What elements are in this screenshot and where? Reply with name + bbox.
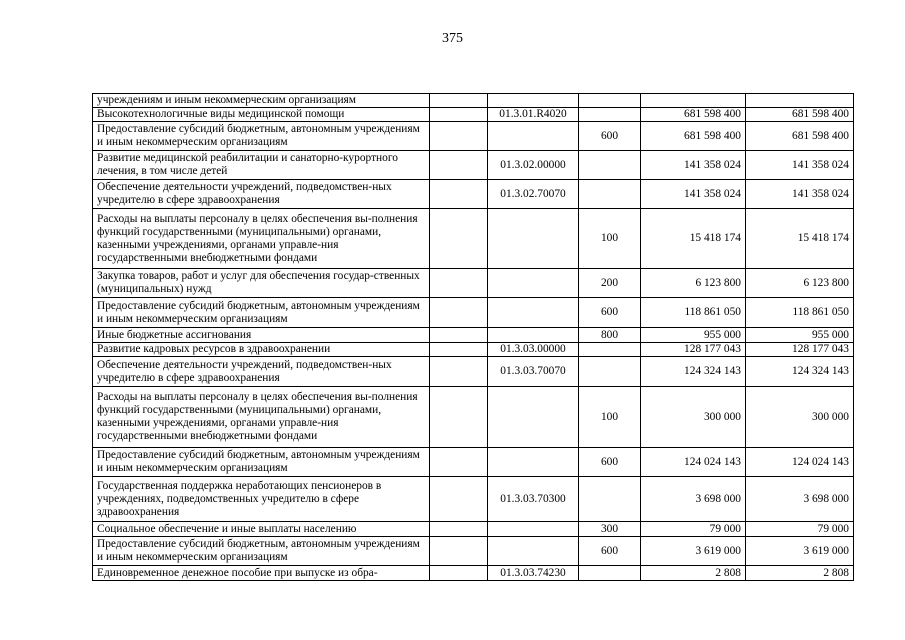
- row-name-cell: Развитие кадровых ресурсов в здравоохранении: [93, 343, 430, 357]
- row-code-cell: 01.3.03.70300: [488, 477, 579, 522]
- row-cost-type-cell: 800: [579, 328, 641, 343]
- row-name-cell: Единовременное денежное пособие при выпуске из обра-: [93, 566, 430, 581]
- row-cost-type-cell: [579, 151, 641, 180]
- row-cost-type-cell: 600: [579, 122, 641, 151]
- row-empty-cell: [430, 108, 488, 122]
- row-amount-1-cell: 124 324 143: [641, 357, 746, 387]
- row-amount-1-cell: [641, 94, 746, 108]
- row-name-cell: Обеспечение деятельности учреждений, подведомствен-ных учредителю в сфере здравоохранения: [93, 357, 430, 387]
- table-row: [93, 566, 854, 581]
- row-code-cell: [488, 522, 579, 537]
- row-empty-cell: [430, 151, 488, 180]
- row-cost-type-cell: [579, 180, 641, 209]
- row-empty-cell: [430, 343, 488, 357]
- row-amount-2-cell: 15 418 174: [746, 209, 854, 269]
- table-row: [93, 209, 854, 269]
- row-code-cell: 01.3.03.00000: [488, 343, 579, 357]
- row-amount-1-cell: 15 418 174: [641, 209, 746, 269]
- row-cost-type-cell: [579, 357, 641, 387]
- row-empty-cell: [430, 566, 488, 581]
- row-name-cell: Предоставление субсидий бюджетным, автономным учреждениям и иным некоммерческим организациям: [93, 298, 430, 328]
- row-code-cell: 01.3.02.00000: [488, 151, 579, 180]
- row-empty-cell: [430, 328, 488, 343]
- row-name-cell: Закупка товаров, работ и услуг для обеспечения государ-ственных (муниципальных) нужд: [93, 269, 430, 298]
- table-row: [93, 108, 854, 122]
- row-empty-cell: [430, 94, 488, 108]
- table-row: [93, 298, 854, 328]
- table-row: [93, 269, 854, 298]
- row-amount-1-cell: 141 358 024: [641, 180, 746, 209]
- row-amount-1-cell: 124 024 143: [641, 448, 746, 477]
- budget-table-body: [93, 94, 854, 581]
- row-code-cell: 01.3.01.R4020: [488, 108, 579, 122]
- row-amount-2-cell: 118 861 050: [746, 298, 854, 328]
- row-code-cell: [488, 537, 579, 566]
- table-row: [93, 522, 854, 537]
- table-row: [93, 151, 854, 180]
- row-empty-cell: [430, 298, 488, 328]
- row-amount-1-cell: 300 000: [641, 387, 746, 448]
- row-name-cell: Расходы на выплаты персоналу в целях обеспечения вы-полнения функций государственными (муниципальными) органами, казенными учреждениями, органами управле-ния государственными внебюджетными фондами: [93, 209, 430, 269]
- row-cost-type-cell: [579, 566, 641, 581]
- row-cost-type-cell: 600: [579, 298, 641, 328]
- row-amount-2-cell: 128 177 043: [746, 343, 854, 357]
- row-code-cell: [488, 269, 579, 298]
- row-empty-cell: [430, 448, 488, 477]
- row-code-cell: [488, 209, 579, 269]
- row-amount-2-cell: 6 123 800: [746, 269, 854, 298]
- row-amount-2-cell: 3 698 000: [746, 477, 854, 522]
- row-amount-2-cell: 141 358 024: [746, 180, 854, 209]
- table-row: [93, 387, 854, 448]
- row-cost-type-cell: 300: [579, 522, 641, 537]
- row-amount-1-cell: 118 861 050: [641, 298, 746, 328]
- row-name-cell: учреждениям и иным некоммерческим организациям: [93, 94, 430, 108]
- row-amount-1-cell: 3 698 000: [641, 477, 746, 522]
- table-row: [93, 122, 854, 151]
- row-empty-cell: [430, 387, 488, 448]
- row-name-cell: Предоставление субсидий бюджетным, автономным учреждениям и иным некоммерческим организациям: [93, 448, 430, 477]
- row-code-cell: [488, 122, 579, 151]
- row-amount-2-cell: 79 000: [746, 522, 854, 537]
- row-amount-2-cell: [746, 94, 854, 108]
- table-row: [93, 448, 854, 477]
- row-code-cell: [488, 328, 579, 343]
- row-name-cell: Предоставление субсидий бюджетным, автономным учреждениям и иным некоммерческим организациям: [93, 537, 430, 566]
- row-amount-2-cell: 124 324 143: [746, 357, 854, 387]
- row-cost-type-cell: [579, 343, 641, 357]
- row-cost-type-cell: 200: [579, 269, 641, 298]
- row-empty-cell: [430, 477, 488, 522]
- table-row: [93, 343, 854, 357]
- row-name-cell: Государственная поддержка неработающих пенсионеров в учреждениях, подведомственных учредителю в сфере здравоохранения: [93, 477, 430, 522]
- row-code-cell: 01.3.03.74230: [488, 566, 579, 581]
- row-name-cell: Высокотехнологичные виды медицинской помощи: [93, 108, 430, 122]
- row-code-cell: [488, 94, 579, 108]
- row-amount-1-cell: 3 619 000: [641, 537, 746, 566]
- row-amount-2-cell: 2 808: [746, 566, 854, 581]
- row-cost-type-cell: [579, 477, 641, 522]
- table-row: [93, 357, 854, 387]
- row-code-cell: 01.3.02.70070: [488, 180, 579, 209]
- row-cost-type-cell: 100: [579, 209, 641, 269]
- row-cost-type-cell: 600: [579, 537, 641, 566]
- row-name-cell: Расходы на выплаты персоналу в целях обеспечения вы-полнения функций государственными (муниципальными) органами, казенными учреждениями, органами управле-ния государственными внебюджетными фондами: [93, 387, 430, 448]
- row-amount-1-cell: 681 598 400: [641, 108, 746, 122]
- row-amount-2-cell: 681 598 400: [746, 122, 854, 151]
- table-row: [93, 477, 854, 522]
- table-row: [93, 328, 854, 343]
- row-amount-1-cell: 128 177 043: [641, 343, 746, 357]
- table-row: [93, 180, 854, 209]
- row-amount-1-cell: 955 000: [641, 328, 746, 343]
- row-name-cell: Социальное обеспечение и иные выплаты населению: [93, 522, 430, 537]
- row-amount-1-cell: 6 123 800: [641, 269, 746, 298]
- page-number: 375: [442, 31, 463, 46]
- row-amount-1-cell: 79 000: [641, 522, 746, 537]
- row-empty-cell: [430, 269, 488, 298]
- row-cost-type-cell: 100: [579, 387, 641, 448]
- row-code-cell: [488, 298, 579, 328]
- row-code-cell: [488, 448, 579, 477]
- budget-table: [92, 93, 854, 581]
- row-amount-1-cell: 141 358 024: [641, 151, 746, 180]
- table-row: [93, 537, 854, 566]
- row-empty-cell: [430, 180, 488, 209]
- row-amount-2-cell: 300 000: [746, 387, 854, 448]
- row-amount-1-cell: 2 808: [641, 566, 746, 581]
- row-cost-type-cell: [579, 108, 641, 122]
- row-empty-cell: [430, 122, 488, 151]
- row-empty-cell: [430, 537, 488, 566]
- row-amount-2-cell: 681 598 400: [746, 108, 854, 122]
- row-cost-type-cell: 600: [579, 448, 641, 477]
- row-amount-2-cell: 141 358 024: [746, 151, 854, 180]
- row-code-cell: [488, 387, 579, 448]
- row-amount-2-cell: 124 024 143: [746, 448, 854, 477]
- row-empty-cell: [430, 209, 488, 269]
- row-empty-cell: [430, 522, 488, 537]
- row-cost-type-cell: [579, 94, 641, 108]
- row-amount-2-cell: 955 000: [746, 328, 854, 343]
- row-name-cell: Обеспечение деятельности учреждений, подведомствен-ных учредителю в сфере здравоохранения: [93, 180, 430, 209]
- row-code-cell: 01.3.03.70070: [488, 357, 579, 387]
- row-name-cell: Предоставление субсидий бюджетным, автономным учреждениям и иным некоммерческим организациям: [93, 122, 430, 151]
- table-row: [93, 94, 854, 108]
- row-name-cell: Развитие медицинской реабилитации и санаторно-курортного лечения, в том числе детей: [93, 151, 430, 180]
- row-amount-2-cell: 3 619 000: [746, 537, 854, 566]
- row-empty-cell: [430, 357, 488, 387]
- row-amount-1-cell: 681 598 400: [641, 122, 746, 151]
- row-name-cell: Иные бюджетные ассигнования: [93, 328, 430, 343]
